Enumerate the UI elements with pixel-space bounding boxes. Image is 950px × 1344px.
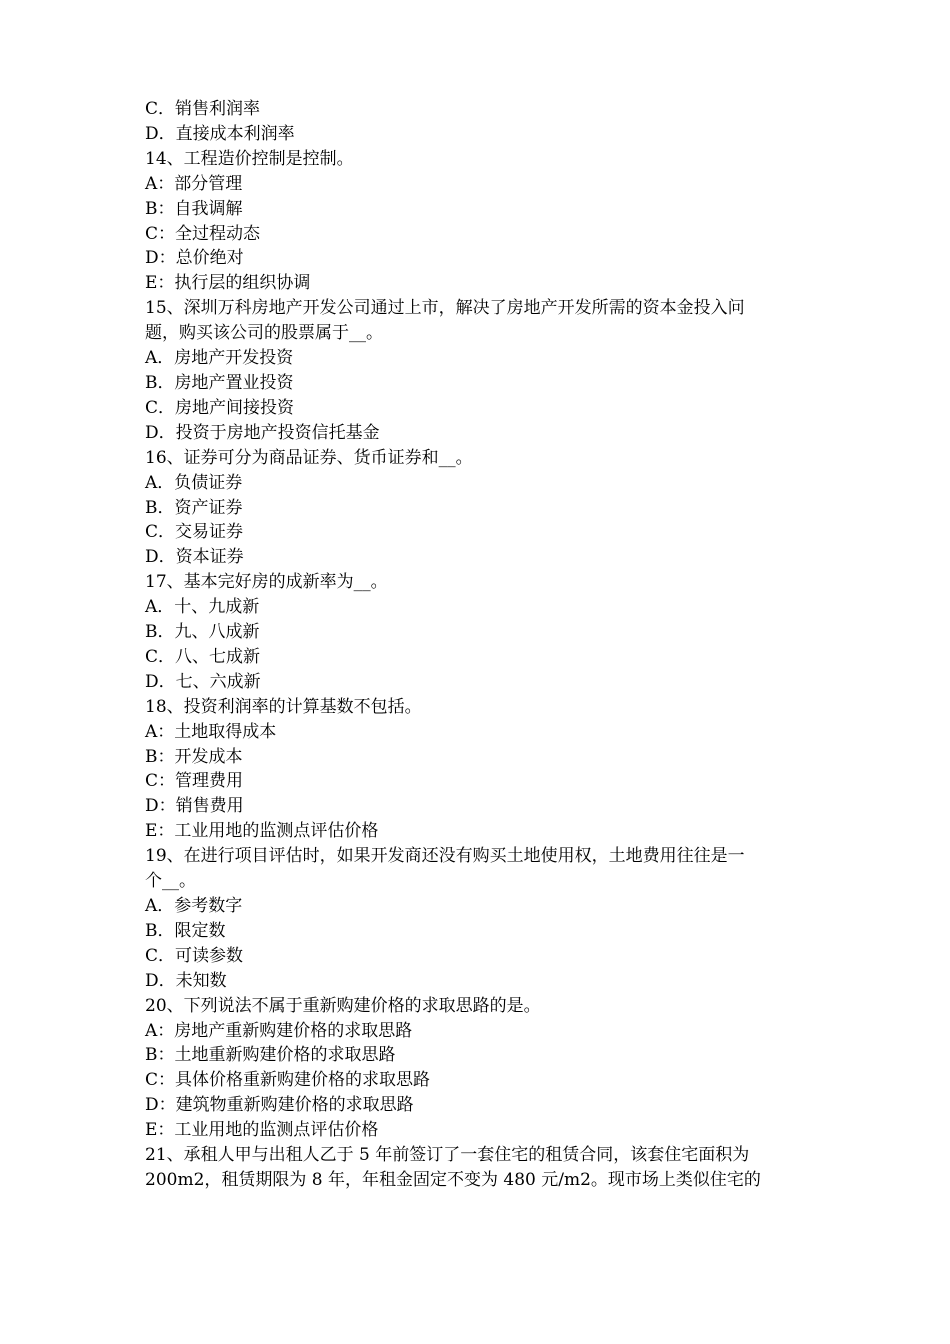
option-line: B．房地产置业投资 (145, 372, 294, 393)
option-line: D．投资于房地产投资信托基金 (145, 422, 380, 443)
option-line: C：管理费用 (145, 771, 244, 792)
question-19: 19、在进行项目评估时，如果开发商还没有购买土地使用权，土地费用往往是一 (145, 846, 745, 867)
option-line: B．资产证券 (145, 497, 243, 518)
option-line: E：工业用地的监测点评估价格 (145, 1120, 379, 1141)
option-line: A：土地取得成本 (145, 721, 277, 742)
option-line: C．销售利润率 (145, 99, 261, 119)
question-15-cont: 题，购买该公司的股票属于__。 (145, 323, 383, 344)
option-line: D．七、六成新 (145, 671, 261, 692)
question-15: 15、深圳万科房地产开发公司通过上市，解决了房地产开发所需的资本金投入问 (145, 298, 745, 319)
document-body (145, 97, 815, 1193)
question-18: 18、投资利润率的计算基数不包括。 (145, 696, 422, 717)
option-line: E：工业用地的监测点评估价格 (145, 821, 379, 842)
option-line: B．限定数 (145, 920, 226, 941)
option-line: D．未知数 (145, 970, 227, 991)
option-line: D．资本证券 (145, 547, 244, 568)
option-line: C．交易证券 (145, 522, 244, 543)
option-line: B：开发成本 (145, 746, 243, 767)
question-20: 20、下列说法不属于重新购建价格的求取思路的是。 (145, 995, 541, 1016)
option-line: A．十、九成新 (145, 597, 260, 618)
option-line: D：总价绝对 (145, 248, 244, 269)
option-line: B：土地重新购建价格的求取思路 (145, 1045, 396, 1066)
option-line: C．房地产间接投资 (145, 397, 295, 418)
option-line: C：具体价格重新购建价格的求取思路 (145, 1070, 431, 1091)
question-17: 17、基本完好房的成新率为__。 (145, 572, 388, 593)
question-16: 16、证券可分为商品证券、货币证券和__。 (145, 447, 473, 468)
option-line: D．直接成本利润率 (145, 123, 295, 144)
question-21: 21、承租人甲与出租人乙于 5 年前签订了一套住宅的租赁合同，该套住宅面积为 (145, 1145, 750, 1166)
option-line: C．可读参数 (145, 945, 244, 966)
option-line: A．参考数字 (145, 896, 243, 916)
question-19-cont: 个__。 (145, 871, 196, 892)
option-line: B．九、八成新 (145, 622, 260, 643)
option-line: B：自我调解 (145, 198, 243, 219)
option-line: A：部分管理 (145, 173, 243, 194)
option-line: E：执行层的组织协调 (145, 273, 311, 294)
option-line: C．八、七成新 (145, 646, 261, 667)
option-line: A．负债证券 (145, 472, 243, 493)
option-line: A：房地产重新购建价格的求取思路 (145, 1020, 413, 1041)
option-line: D：建筑物重新购建价格的求取思路 (145, 1095, 414, 1116)
question-14: 14、工程造价控制是控制。 (145, 148, 354, 169)
option-line: D：销售费用 (145, 796, 244, 817)
question-21-cont: 200m2，租赁期限为 8 年，年租金固定不变为 480 元/m2。现市场上类似住宅的 (145, 1169, 761, 1190)
option-line: C：全过程动态 (145, 223, 261, 244)
option-line: A．房地产开发投资 (145, 348, 294, 369)
